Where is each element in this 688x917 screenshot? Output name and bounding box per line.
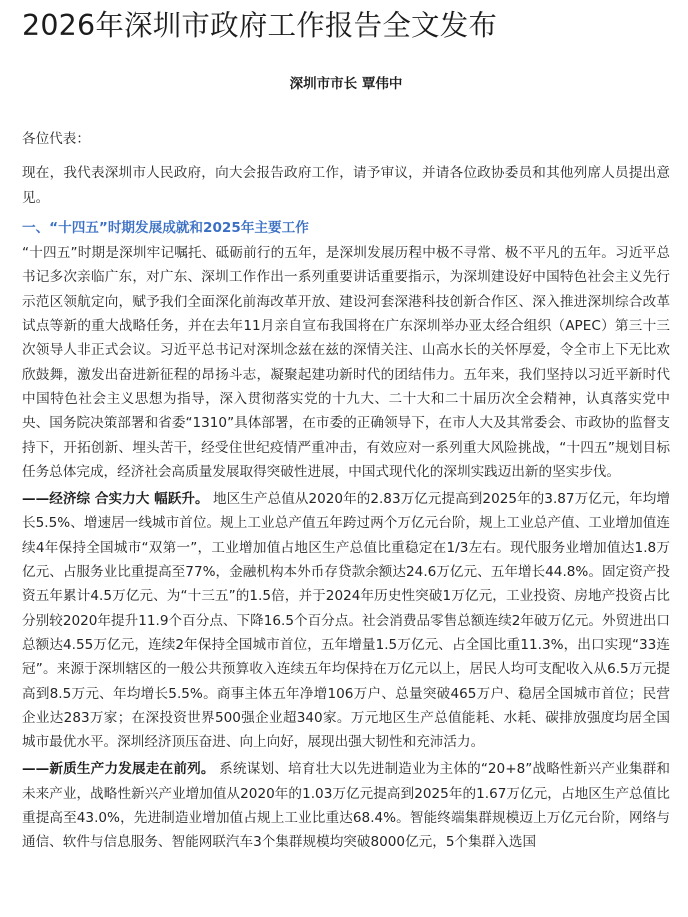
body-paragraph: [22, 757, 670, 854]
paragraph-text: 地区生产总值从2020年的2.83万亿元提高到2025年的3.87万亿元，年均增长5.5%、增速居一线城市首位。规上工业总产值五年跨过两个万亿元台阶，规上工业总产值、工业增加值连续4年保持全国城市“双第一”，工业增加值占地区生产总值比重稳定在1/3左右。现代服务业增加值达1.8万亿元、占服务业比重提高至77%，金融机构本外币存贷款余额达24.6万亿元、五年增长44.8%。固定资产投资五年累计4.5万亿元、为“十三五”的1.5倍，并于2024年历史性突破1万亿元，工业投资、房地产投资占比分别较2020年提升11.9个百分点、下降16.5个百分点。社会消费品零售总额连续2年破万亿元。外贸进出口总额达4.55万亿元，连续2年保持全国城市首位，五年增量1.5万亿元、占全国比重11.3%，出口实现“33连冠”。来源于深圳辖区的一般公共预算收入连续五年均保持在万亿元以上，居民人均可支配收入从6.5万元提高到8.5万元、年均增长5.5%。商事主体五年净增106万户、总量突破465万户、稳居全国城市首位；民营企业达283万家；在深投资世界500强企业超340家。万元地区生产总值能耗、水耗、碳排放强度均居全国城市最优水平。深圳经济顶压奋进、向上向好，展现出强大韧性和充沛活力。: [22, 491, 670, 751]
section-heading: 一、“十四五”时期发展成就和2025年主要工作: [22, 219, 309, 236]
body-paragraph: “十四五”时期是深圳牢记嘱托、砥砺前行的五年，是深圳发展历程中极不寻常、极不平凡的五年。习近平总书记多次亲临广东，对广东、深圳工作作出一系列重要讲话重要指示，为深圳建设好中国特色社会主义先行示范区领航定向，赋予我们全面深化前海改革开放、建设河套深港科技创新合作区、深入推进深圳综合改革试点等新的重大战略任务，并在去年11月亲自宣布我国将在广东深圳举办亚太经合组织（APEC）第三十三次领导人非正式会议。习近平总书记对深圳念兹在兹的深情关注、山高水长的关怀厚爱，令全市上下无比欢欣鼓舞，激发出奋进新征程的昂扬斗志，凝聚起建功新时代的团结伟力。五年来，我们坚持以习近平新时代中国特色社会主义思想为指导，深入贯彻落实党的十九大、二十大和二十届历次全会精神，认真落实党中央、国务院决策部署和省委“1310”具体部署，在市委的正确领导下，在市人大及其常委会、市政协的监督支持下，开拓创新、埋头苦干，经受住世纪疫情严重冲击，有效应对一系列重大风险挑战，“十四五”规划目标任务总体完成，经济社会高质量发展取得突破性进展，中国式现代化的深圳实践迈出新的坚实步伐。: [22, 245, 670, 480]
paragraph-lead: ——新质生产力发展走在前列。: [22, 761, 215, 778]
article-title: 2026年深圳市政府工作报告全文发布: [22, 9, 498, 42]
body-paragraph: [22, 487, 670, 754]
paragraph-text: 系统谋划、培育壮大以先进制造业为主体的“20+8”战略性新兴产业集群和未来产业，战略性新兴产业增加值从2020年的1.03万亿元提高到2025年的1.67万亿元，占地区生产总值比重提高至43.0%，先进制造业增加值占规上工业比重达68.4%。智能终端集群规模迈上万亿元台阶，网络与通信、软件与信息服务、智能网联汽车3个集群规模均突破8000亿元，5个集群入选国: [22, 761, 671, 851]
author-line: 深圳市市长 覃伟中: [289, 76, 403, 92]
salutation: 各位代表：: [22, 131, 90, 147]
intro-paragraph: 现在，我代表深圳市人民政府，向大会报告政府工作，请予审议，并请各位政协委员和其他列席人员提出意见。: [22, 165, 670, 206]
paragraph-lead: ——经济综 合实力大 幅跃升。: [22, 491, 209, 508]
article: [22, 0, 670, 855]
